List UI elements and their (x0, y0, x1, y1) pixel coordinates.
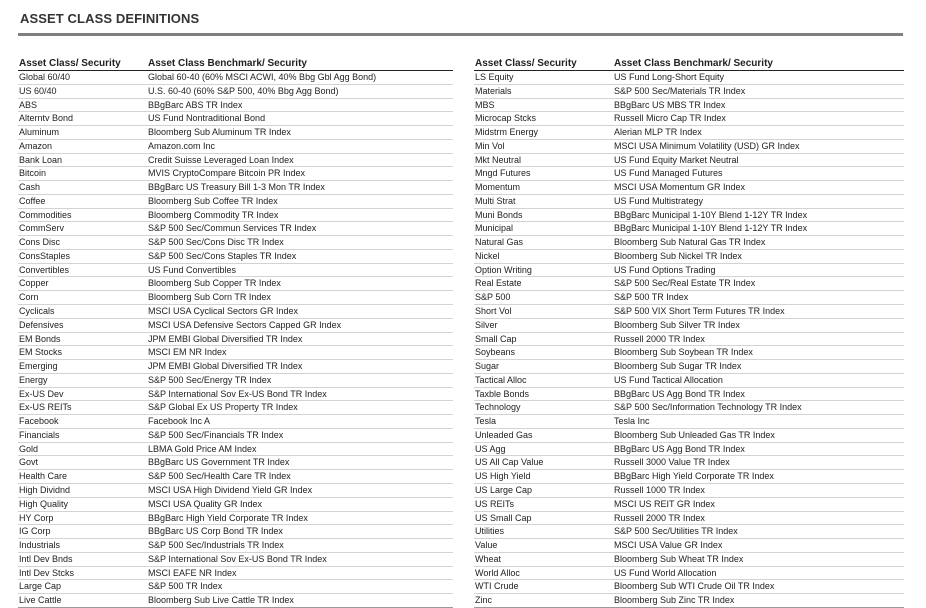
asset-class-cell: World Alloc (475, 567, 520, 578)
asset-class-cell: Value (475, 540, 498, 551)
benchmark-cell: MSCI US REIT GR Index (614, 498, 715, 509)
table-row (18, 539, 453, 553)
benchmark-cell: BBgBarc US Agg Bond TR Index (614, 443, 745, 454)
table-row (18, 525, 453, 539)
benchmark-cell: US Fund Long-Short Equity (614, 72, 725, 82)
table-row (474, 429, 904, 443)
asset-class-cell: Commodities (19, 209, 72, 220)
benchmark-cell: Bloomberg Sub Coffee TR Index (148, 195, 278, 206)
table-row (18, 209, 453, 223)
benchmark-column-header: Asset Class Benchmark/ Security (614, 58, 773, 69)
benchmark-cell: MSCI EAFE NR Index (148, 567, 237, 578)
asset-class-cell: Aluminum (19, 127, 60, 138)
table-row (474, 525, 904, 539)
benchmark-cell: S&P 500 Sec/Health Care TR Index (148, 471, 291, 482)
asset-class-cell: Tesla (475, 416, 497, 427)
benchmark-cell: MVIS CryptoCompare Bitcoin PR Index (148, 168, 306, 179)
benchmark-cell: Alerian MLP TR Index (614, 127, 702, 138)
table-row (18, 85, 453, 99)
benchmark-cell: Bloomberg Sub Sugar TR Index (614, 361, 742, 372)
benchmark-cell: S&P 500 Sec/Industrials TR Index (148, 540, 284, 551)
asset-class-cell: Ex-US Dev (19, 388, 64, 399)
table-row (474, 305, 904, 319)
table-row (18, 222, 453, 236)
table-row (18, 360, 453, 374)
table-row (18, 484, 453, 498)
benchmark-cell: BBgBarc ABS TR Index (148, 99, 243, 110)
table-row (474, 209, 904, 223)
table-row (474, 264, 904, 278)
table-row (474, 250, 904, 264)
asset-class-cell: Short Vol (475, 306, 512, 317)
table-row (18, 195, 453, 209)
table-row (474, 456, 904, 470)
asset-class-cell: Option Writing (475, 264, 532, 275)
table-header (474, 57, 904, 71)
benchmark-cell: BBgBarc US Treasury Bill 1-3 Mon TR Index (148, 182, 325, 193)
table-row (18, 99, 453, 113)
asset-class-cell: LS Equity (475, 72, 514, 82)
benchmark-cell: US Fund Managed Futures (614, 168, 723, 179)
benchmark-cell: MSCI USA Quality GR Index (148, 498, 263, 509)
table-row (18, 154, 453, 168)
table-row (18, 140, 453, 154)
benchmark-cell: BBgBarc US Agg Bond TR Index (614, 388, 745, 399)
benchmark-cell: MSCI EM NR Index (148, 347, 227, 358)
benchmark-cell: Russell Micro Cap TR Index (614, 113, 726, 124)
table-row (474, 374, 904, 388)
asset-class-cell: Bank Loan (19, 154, 63, 165)
table-row (474, 236, 904, 250)
benchmark-cell: S&P 500 VIX Short Term Futures TR Index (614, 306, 785, 317)
asset-class-cell: US 60/40 (19, 85, 57, 96)
table-row (474, 85, 904, 99)
asset-class-cell: EM Stocks (19, 347, 63, 358)
asset-class-cell: Emerging (19, 361, 58, 372)
asset-class-cell: Large Cap (19, 581, 62, 592)
asset-class-cell: Materials (475, 85, 512, 96)
asset-class-cell: Unleaded Gas (475, 429, 533, 440)
asset-class-cell: Wheat (475, 553, 502, 564)
asset-class-cell: HY Corp (19, 512, 54, 523)
table-row (18, 250, 453, 264)
benchmark-cell: S&P International Sov Ex-US Bond TR Index (148, 553, 327, 564)
benchmark-cell: Amazon.com Inc (148, 140, 216, 151)
asset-class-cell: Energy (19, 374, 48, 385)
benchmark-cell: Bloomberg Sub Soybean TR Index (614, 347, 753, 358)
table-row (474, 140, 904, 154)
table-row (18, 236, 453, 250)
table-row (474, 319, 904, 333)
table-row (474, 512, 904, 526)
asset-class-cell: Momentum (475, 182, 521, 193)
asset-class-cell: US REITs (475, 498, 515, 509)
table-row (18, 333, 453, 347)
table-row (474, 181, 904, 195)
table-row (474, 484, 904, 498)
table-row (18, 167, 453, 181)
table-row (474, 112, 904, 126)
page-title: ASSET CLASS DEFINITIONS (20, 11, 200, 26)
table-row (474, 346, 904, 360)
table-row (474, 167, 904, 181)
asset-class-cell: US Large Cap (475, 484, 533, 495)
benchmark-cell: US Fund Multistrategy (614, 195, 704, 206)
benchmark-cell: S&P 500 Sec/Utilities TR Index (614, 526, 738, 537)
table-row (18, 443, 453, 457)
benchmark-cell: Bloomberg Sub Silver TR Index (614, 319, 740, 330)
table-row (18, 126, 453, 140)
benchmark-cell: Bloomberg Sub Wheat TR Index (614, 553, 744, 564)
benchmark-cell: MSCI USA Value GR Index (614, 540, 723, 551)
benchmark-cell: MSCI USA Momentum GR Index (614, 182, 746, 193)
table-row (474, 470, 904, 484)
table-row (18, 319, 453, 333)
benchmark-cell: Bloomberg Sub Live Cattle TR Index (148, 595, 294, 606)
benchmark-cell: S&P 500 TR Index (614, 292, 689, 303)
table-row (474, 498, 904, 512)
asset-class-cell: Zinc (475, 595, 493, 606)
table-row (18, 291, 453, 305)
title-divider (18, 33, 903, 36)
asset-class-cell: Intl Dev Bnds (19, 553, 73, 564)
asset-class-cell: Midstrm Energy (475, 127, 539, 138)
benchmark-cell: Bloomberg Sub Aluminum TR Index (148, 127, 291, 138)
asset-class-cell: Amazon (19, 140, 53, 151)
benchmark-cell: BBgBarc US Corp Bond TR Index (148, 526, 283, 537)
asset-class-cell: US All Cap Value (475, 457, 544, 468)
benchmark-cell: Tesla Inc (614, 416, 650, 427)
benchmark-cell: Bloomberg Sub Unleaded Gas TR Index (614, 429, 775, 440)
benchmark-cell: S&P 500 Sec/Financials TR Index (148, 429, 284, 440)
benchmark-cell: S&P 500 Sec/Commun Services TR Index (148, 223, 317, 234)
benchmark-cell: Credit Suisse Leveraged Loan Index (148, 154, 294, 165)
benchmark-cell: S&P Global Ex US Property TR Index (148, 402, 298, 413)
table-row (474, 567, 904, 581)
table-row (474, 415, 904, 429)
benchmark-cell: U.S. 60-40 (60% S&P 500, 40% Bbg Agg Bond) (148, 85, 339, 96)
asset-class-cell: Alterntv Bond (19, 113, 74, 124)
table-row (474, 99, 904, 113)
asset-class-cell: Industrials (19, 540, 61, 551)
asset-class-cell: Convertibles (19, 264, 70, 275)
benchmark-cell: Bloomberg Sub Zinc TR Index (614, 595, 735, 606)
asset-class-cell: US High Yield (475, 471, 531, 482)
benchmark-cell: S&P 500 Sec/Energy TR Index (148, 374, 272, 385)
benchmark-cell: Russell 3000 Value TR Index (614, 457, 730, 468)
asset-class-cell: ConsStaples (19, 250, 71, 261)
asset-class-cell: CommServ (19, 223, 65, 234)
table-header (18, 57, 453, 71)
table-row (474, 333, 904, 347)
table-row (18, 346, 453, 360)
benchmark-cell: Facebook Inc A (148, 416, 211, 427)
benchmark-cell: BBgBarc High Yield Corporate TR Index (148, 512, 308, 523)
asset-column-header: Asset Class/ Security (19, 58, 121, 69)
asset-class-cell: Global 60/40 (19, 72, 71, 82)
table-row (474, 222, 904, 236)
asset-class-cell: Defensives (19, 319, 64, 330)
table-row (18, 456, 453, 470)
table-row (474, 388, 904, 402)
table-row (18, 470, 453, 484)
benchmark-cell: US Fund Convertibles (148, 264, 237, 275)
table-row (474, 539, 904, 553)
table-row (18, 498, 453, 512)
benchmark-cell: Russell 2000 TR Index (614, 333, 705, 344)
benchmark-cell: S&P 500 Sec/Cons Staples TR Index (148, 250, 297, 261)
table-row (18, 594, 453, 608)
definitions-table-right (474, 57, 904, 608)
benchmark-cell: US Fund Nontraditional Bond (148, 113, 266, 124)
table-row (18, 415, 453, 429)
asset-class-cell: Muni Bonds (475, 209, 523, 220)
table-row (18, 388, 453, 402)
asset-class-cell: Tactical Alloc (475, 374, 527, 385)
table-row (474, 126, 904, 140)
table-row (474, 71, 904, 85)
asset-class-cell: High Dividnd (19, 484, 71, 495)
asset-class-cell: WTI Crude (475, 581, 519, 592)
table-row (18, 305, 453, 319)
benchmark-cell: MSCI USA Minimum Volatility (USD) GR Index (614, 140, 800, 151)
asset-class-cell: Nickel (475, 250, 500, 261)
table-row (474, 195, 904, 209)
benchmark-cell: MSCI USA Defensive Sectors Capped GR Index (148, 319, 342, 330)
asset-class-cell: S&P 500 (475, 292, 511, 303)
table-row (474, 291, 904, 305)
benchmark-cell: S&P 500 Sec/Cons Disc TR Index (148, 237, 284, 248)
asset-class-cell: Coffee (19, 195, 46, 206)
asset-class-cell: Silver (475, 319, 498, 330)
asset-class-cell: Corn (19, 292, 39, 303)
benchmark-cell: Bloomberg Sub WTI Crude Oil TR Index (614, 581, 775, 592)
benchmark-cell: Bloomberg Sub Copper TR Index (148, 278, 281, 289)
table-row (18, 71, 453, 85)
benchmark-column-header: Asset Class Benchmark/ Security (148, 58, 307, 69)
benchmark-cell: BBgBarc Municipal 1-10Y Blend 1-12Y TR Index (614, 223, 808, 234)
table-row (18, 567, 453, 581)
table-row (474, 277, 904, 291)
asset-class-cell: Sugar (475, 361, 500, 372)
asset-class-cell: US Small Cap (475, 512, 532, 523)
asset-class-cell: Mngd Futures (475, 168, 531, 179)
table-row (18, 112, 453, 126)
benchmark-cell: BBgBarc US MBS TR Index (614, 99, 726, 110)
asset-class-cell: IG Corp (19, 526, 51, 537)
asset-class-cell: Natural Gas (475, 237, 524, 248)
asset-class-cell: Ex-US REITs (19, 402, 72, 413)
table-row (18, 264, 453, 278)
benchmark-cell: Bloomberg Commodity TR Index (148, 209, 279, 220)
asset-class-cell: Utilities (475, 526, 505, 537)
benchmark-cell: LBMA Gold Price AM Index (148, 443, 257, 454)
benchmark-cell: JPM EMBI Global Diversified TR Index (148, 361, 303, 372)
table-row (18, 429, 453, 443)
asset-class-cell: Technology (475, 402, 521, 413)
benchmark-cell: US Fund World Allocation (614, 567, 717, 578)
table-row (18, 374, 453, 388)
asset-class-cell: Facebook (19, 416, 59, 427)
benchmark-cell: MSCI USA High Dividend Yield GR Index (148, 484, 313, 495)
asset-class-cell: Financials (19, 429, 60, 440)
benchmark-cell: S&P 500 Sec/Materials TR Index (614, 85, 746, 96)
table-row (474, 553, 904, 567)
asset-class-cell: Govt (19, 457, 39, 468)
benchmark-cell: Bloomberg Sub Nickel TR Index (614, 250, 742, 261)
asset-class-cell: Intl Dev Stcks (19, 567, 75, 578)
table-row (18, 553, 453, 567)
asset-class-cell: Bitcoin (19, 168, 47, 179)
asset-class-cell: Multi Strat (475, 195, 516, 206)
asset-class-cell: US Agg (475, 443, 506, 454)
benchmark-cell: US Fund Tactical Allocation (614, 374, 723, 385)
table-row (18, 401, 453, 415)
asset-class-cell: Microcap Stcks (475, 113, 537, 124)
table-row (18, 181, 453, 195)
benchmark-cell: Global 60-40 (60% MSCI ACWI, 40% Bbg Gbl Agg Bond) (148, 72, 377, 82)
asset-class-cell: MBS (475, 99, 495, 110)
table-row (18, 512, 453, 526)
asset-class-cell: Min Vol (475, 140, 505, 151)
benchmark-cell: Bloomberg Sub Corn TR Index (148, 292, 271, 303)
benchmark-cell: BBgBarc US Government TR Index (148, 457, 290, 468)
table-row (474, 580, 904, 594)
table-row (18, 277, 453, 291)
benchmark-cell: S&P 500 Sec/Information Technology TR Index (614, 402, 802, 413)
benchmark-cell: US Fund Options Trading (614, 264, 716, 275)
asset-class-cell: Soybeans (475, 347, 516, 358)
benchmark-cell: MSCI USA Cyclical Sectors GR Index (148, 306, 299, 317)
asset-class-cell: Taxble Bonds (475, 388, 530, 399)
asset-class-cell: Cash (19, 182, 41, 193)
asset-class-cell: Health Care (19, 471, 68, 482)
asset-class-cell: Real Estate (475, 278, 522, 289)
asset-class-cell: Cyclicals (19, 306, 55, 317)
table-row (474, 594, 904, 608)
asset-class-cell: EM Bonds (19, 333, 61, 344)
asset-class-cell: Cons Disc (19, 237, 61, 248)
benchmark-cell: Russell 2000 TR Index (614, 512, 705, 523)
asset-class-cell: High Quality (19, 498, 69, 509)
benchmark-cell: S&P 500 TR Index (148, 581, 223, 592)
benchmark-cell: JPM EMBI Global Diversified TR Index (148, 333, 303, 344)
table-row (474, 443, 904, 457)
asset-class-cell: Municipal (475, 223, 514, 234)
asset-class-cell: Mkt Neutral (475, 154, 522, 165)
benchmark-cell: S&P 500 Sec/Real Estate TR Index (614, 278, 756, 289)
asset-class-cell: Gold (19, 443, 39, 454)
table-row (474, 360, 904, 374)
benchmark-cell: US Fund Equity Market Neutral (614, 154, 739, 165)
benchmark-cell: Russell 1000 TR Index (614, 484, 705, 495)
benchmark-cell: BBgBarc Municipal 1-10Y Blend 1-12Y TR Index (614, 209, 808, 220)
definitions-table-left (18, 57, 453, 608)
table-row (18, 580, 453, 594)
benchmark-cell: Bloomberg Sub Natural Gas TR Index (614, 237, 766, 248)
benchmark-cell: S&P International Sov Ex-US Bond TR Index (148, 388, 327, 399)
benchmark-cell: BBgBarc High Yield Corporate TR Index (614, 471, 774, 482)
asset-class-cell: Live Cattle (19, 595, 62, 606)
table-row (474, 154, 904, 168)
table-row (474, 401, 904, 415)
asset-class-cell: ABS (19, 99, 38, 110)
asset-class-cell: Small Cap (475, 333, 517, 344)
asset-class-cell: Copper (19, 278, 49, 289)
asset-column-header: Asset Class/ Security (475, 58, 577, 69)
